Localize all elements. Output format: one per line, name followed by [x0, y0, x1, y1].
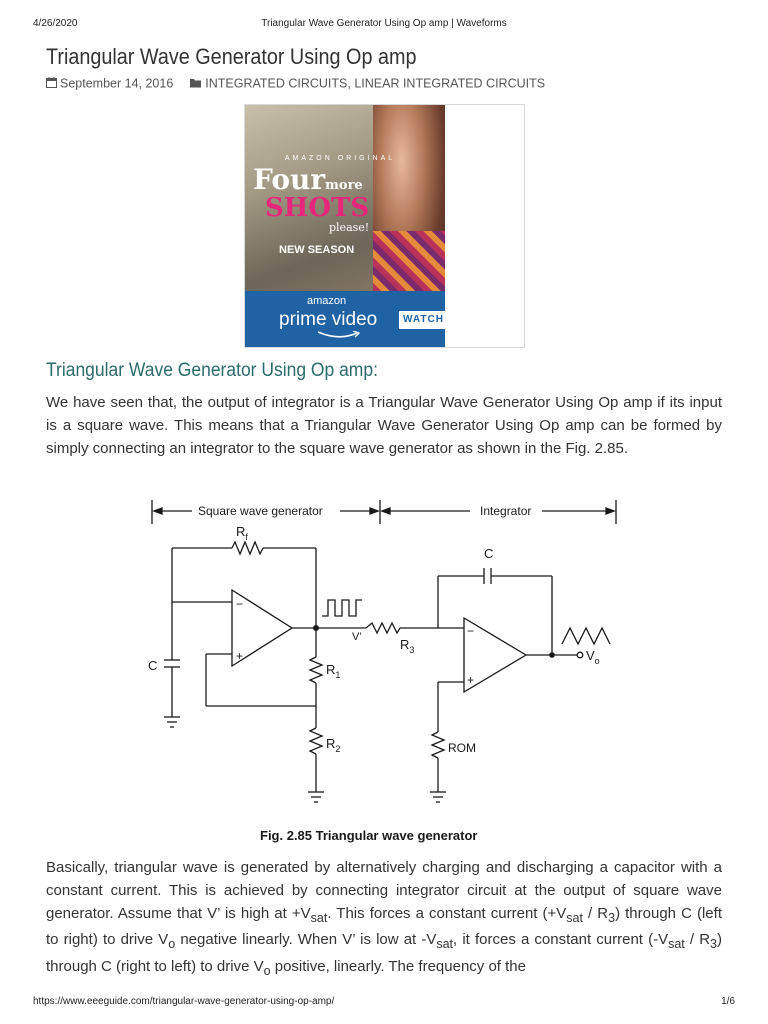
- post-categories[interactable]: INTEGRATED CIRCUITS, LINEAR INTEGRATED CIRCUITS: [205, 76, 546, 91]
- advertisement-banner[interactable]: [244, 104, 525, 348]
- calendar-icon: [46, 77, 57, 91]
- resistor-r2: [310, 728, 322, 754]
- ad-season: NEW SEASON: [279, 244, 355, 256]
- ad-headline-please: please!: [329, 221, 370, 234]
- label-integrator: Integrator: [480, 504, 532, 518]
- post-meta: [46, 76, 545, 91]
- opamp2-plus: +: [467, 673, 475, 687]
- label-rf: $R_f$: [236, 524, 248, 542]
- figure-caption: Fig. 2.85 Triangular wave generator: [260, 828, 478, 843]
- label-rom: ROM: [448, 741, 476, 755]
- square-waveform: [322, 600, 362, 616]
- paragraph-intro: We have seen that, the output of integrator is a Triangular Wave Generator Using Op amp if its input is a square wave. This means that a Triangular Wave Generator Using Op amp can be formed by simply connecting an integrator to the square wave generator as shown in the Fig. 2.85.: [46, 394, 722, 457]
- ad-headline-more: more: [325, 178, 363, 193]
- ad-prime-bar: [245, 291, 445, 348]
- ad-brand: AMAZON ORIGINAL: [284, 155, 396, 162]
- print-header: [33, 18, 735, 32]
- label-square-generator: Square wave generator: [198, 504, 323, 518]
- ad-prime-video-text: prime video: [279, 309, 378, 330]
- folder-icon: [190, 77, 202, 91]
- post-date: September 14, 2016: [60, 76, 174, 91]
- triangle-waveform: [562, 628, 610, 644]
- ad-amazon-text: amazon: [307, 295, 347, 307]
- resistor-rf: [232, 542, 263, 554]
- print-url[interactable]: https://www.eeeguide.com/triangular-wave-generator-using-op-amp/: [33, 996, 335, 1007]
- circuit-figure: [140, 492, 620, 854]
- ad-headline-shots: SHOTS: [265, 193, 370, 223]
- section-heading: Triangular Wave Generator Using Op amp:: [46, 360, 378, 381]
- ad-person-image: [373, 105, 445, 291]
- opamp1-plus: +: [236, 649, 244, 663]
- label-vo: $V_o$: [586, 648, 600, 666]
- label-r1: $R_1$: [326, 662, 341, 680]
- label-c-top: C: [484, 546, 494, 561]
- resistor-r3: [366, 623, 400, 633]
- opamp2-minus: −: [467, 624, 475, 638]
- print-date: 4/26/2020: [33, 18, 78, 29]
- label-c-left: C: [148, 658, 158, 673]
- paragraph-explanation: Basically, triangular wave is generated by alternatively charging and discharging a capacitor with a constant current. This is achieved by connecting integrator circuit at the output of square wave generator. Assume that V’ is high at $+V_{sat}$. This forces a constant current $(+V_{sat} / R_3)$ through C (left to right) to drive $V_o$ negative linearly. When V’ is low at $-V_{sat}$, it forces a constant current $(-V_{sat} / R_3)$ through C (right to left) to drive $V_o$ positive, linearly. The frequency of the: [46, 859, 722, 979]
- opamp1-minus: −: [236, 597, 244, 611]
- ad-watch-button[interactable]: WATCH: [399, 311, 453, 329]
- page-count: 1/6: [721, 996, 735, 1007]
- post-title: Triangular Wave Generator Using Op amp: [46, 44, 417, 69]
- ad-headline-four: Fourmore: [253, 163, 363, 196]
- print-doc-title: Triangular Wave Generator Using Op amp | Waveforms: [261, 18, 507, 29]
- label-vprime: V’: [352, 631, 362, 643]
- label-r3: $R_3$: [400, 637, 415, 655]
- label-r2: $R_2$: [326, 736, 341, 754]
- resistor-r1: [310, 657, 322, 683]
- amazon-smile-icon: [317, 331, 361, 339]
- print-footer: [33, 996, 735, 1010]
- resistor-rom: [432, 732, 444, 758]
